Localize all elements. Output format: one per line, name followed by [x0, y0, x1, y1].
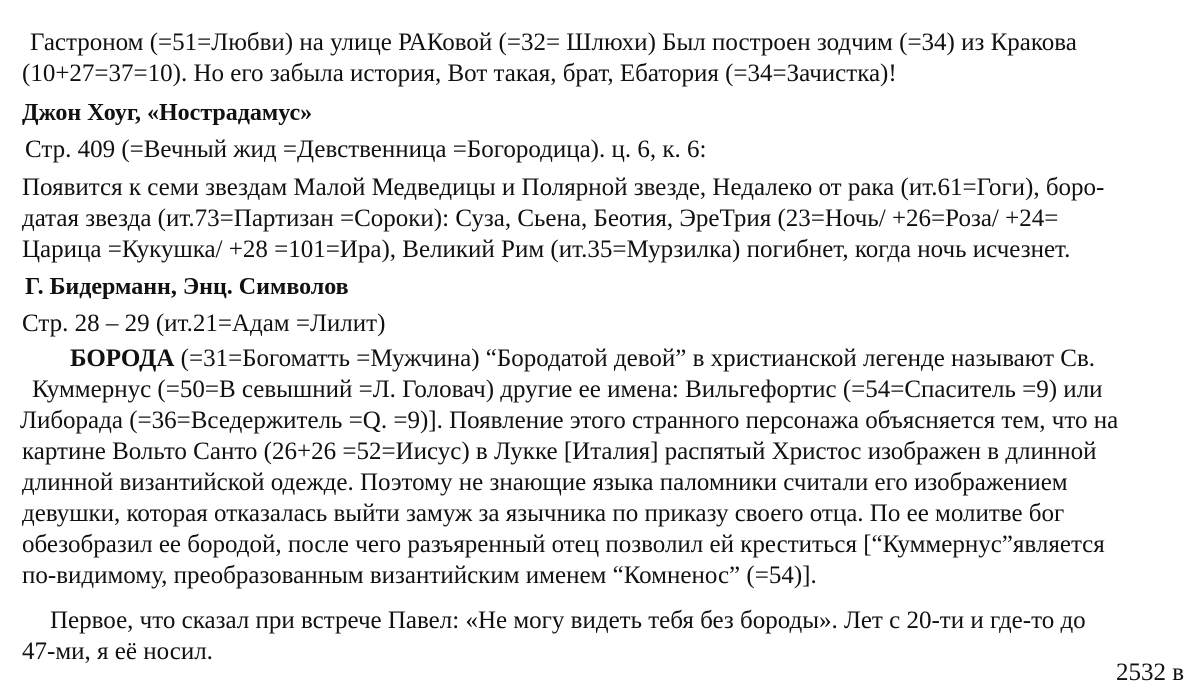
section1-body-line-3: Царица =Кукушка/ +28 =101=Ира), Великий Рим (ит.35=Мурзилка) погибнет, когда ночь исчезнет.: [22, 236, 1071, 263]
intro-line-2: (10+27=37=10). Но его забыла история, Вот такая, брат, Ебатория (=34=Зачистка)!: [22, 60, 897, 87]
section1-body-line-2: датая звезда (ит.73=Партизан =Сороки): Суза, Сьена, Беотия, ЭреТрия (23=Ночь/ +26=Роза/ +24=: [22, 205, 1059, 232]
section2-body-line-2: Либорада (=36=Вседержитель =Q. =9)]. Появление этого странного персонажа объясняется тем, что на: [20, 407, 1119, 434]
section2-body-line-4: длинной византийской одежде. Поэтому не знающие языка паломники считали его изображением: [22, 469, 1068, 496]
section2-lead-line: [70, 344, 1095, 374]
lead-word: БОРОДА: [70, 345, 175, 372]
section2-body-line-7: по-видимому, преобразованным византийским именем “Комненос” (=54)].: [22, 562, 817, 589]
closing-line-1: Первое, что сказал при встрече Павел: «Не могу видеть тебя без бороды». Лет с 20-ти и где-то до: [50, 607, 1086, 634]
section2-heading: Г. Бидерманн, Энц. Символов: [25, 274, 349, 300]
lead-rest: (=31=Богоматть =Мужчина) “Бородатой девой” в христианской легенде называют Св.: [174, 345, 1096, 372]
intro-line-1: Гастроном (=51=Любви) на улице РАКовой (=32= Шлюхи) Был построен зодчим (=34) из Кракова: [30, 29, 1077, 56]
section2-body-line-6: обезобразил ее бородой, после чего разъяренный отец позволил ей креститься [“Куммернус”является: [22, 531, 1105, 558]
section1-body-line-1: Появится к семи звездам Малой Медведицы и Полярной звезде, Недалеко от рака (ит.61=Гоги), боро-: [22, 174, 1105, 201]
section2-ref: Стр. 28 – 29 (ит.21=Адам =Лилит): [22, 310, 386, 337]
page-number: 2532 в: [1115, 659, 1184, 686]
section2-body-line-3: картине Вольто Санто (26+26 =52=Иисус) в Лукке [Италия] распятый Христос изображен в длинной: [22, 438, 1097, 465]
section2-body-line-1: Куммернус (=50=В севышний =Л. Головач) другие ее имена: Вильгефортис (=54=Спаситель =9) или: [32, 376, 1103, 403]
section1-ref: Стр. 409 (=Вечный жид =Девственница =Богородица). ц. 6, к. 6:: [25, 136, 707, 163]
closing-line-2: 47-ми, я её носил.: [22, 638, 213, 665]
section1-heading: Джон Хоуг, «Нострадамус»: [22, 100, 313, 126]
section2-body-line-5: девушки, которая отказалась выйти замуж за язычника по приказу своего отца. По ее молитве бог: [22, 500, 1065, 527]
